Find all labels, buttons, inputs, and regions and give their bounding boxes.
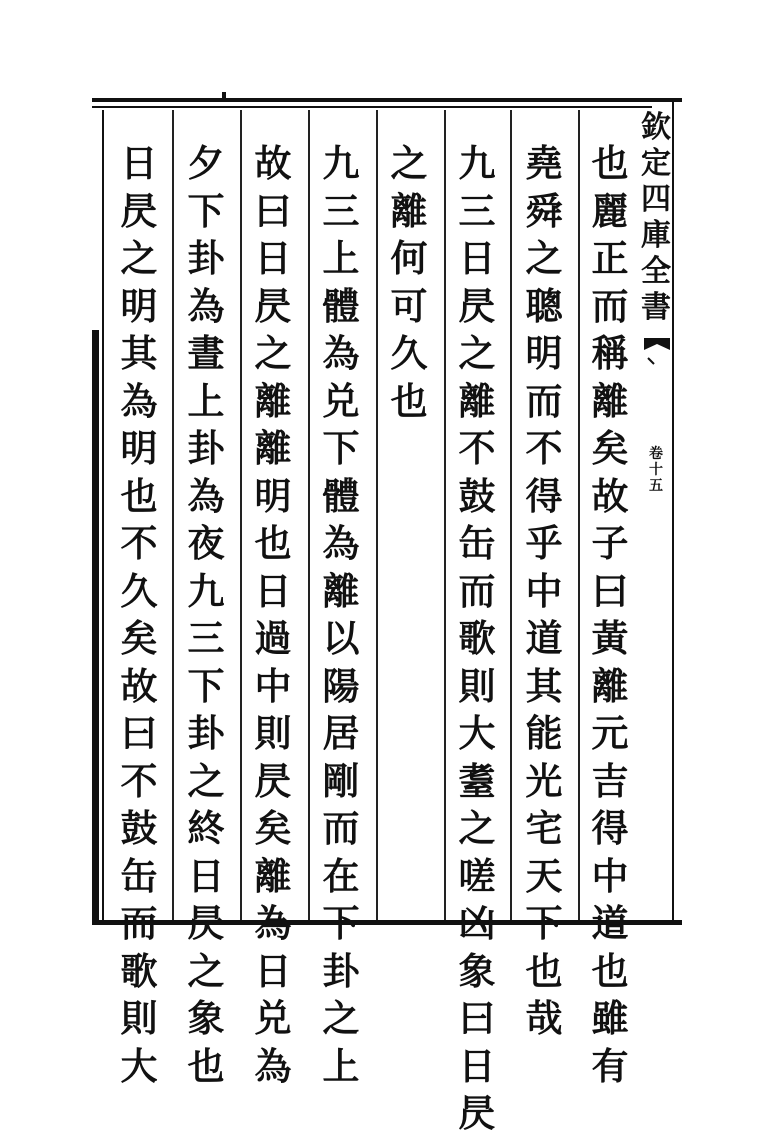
character: 子 — [591, 521, 629, 565]
character: 昃 — [458, 1091, 496, 1135]
character: 離 — [390, 188, 428, 233]
character: 久 — [120, 568, 158, 613]
character: 日 — [254, 236, 292, 280]
frame-left-inner-border — [102, 110, 104, 922]
character: 離 — [254, 853, 292, 898]
character: 在 — [322, 853, 360, 898]
character: 居 — [322, 711, 360, 755]
character: 能 — [525, 711, 563, 755]
character: 下 — [187, 663, 225, 708]
character: 道 — [591, 901, 629, 945]
character: 過 — [254, 616, 292, 660]
character: 下 — [322, 426, 360, 470]
character: 乎 — [525, 521, 563, 565]
character: 三 — [187, 616, 225, 660]
character: 下 — [322, 901, 360, 945]
text-column-5 — [314, 140, 368, 1090]
character: 天 — [525, 853, 563, 898]
character: 體 — [322, 473, 360, 518]
character: 為 — [187, 473, 225, 518]
character: 昃 — [187, 901, 225, 945]
character: 離 — [458, 378, 496, 423]
text-column-7 — [179, 140, 233, 1090]
character: 以 — [322, 616, 360, 660]
character: 歌 — [120, 948, 158, 993]
character: 故 — [254, 141, 292, 185]
character: 矣 — [591, 426, 629, 470]
character: 上 — [187, 378, 225, 423]
character: 象 — [187, 996, 225, 1040]
character: 為 — [254, 1043, 292, 1088]
character: 之 — [120, 236, 158, 280]
text-column-3 — [450, 140, 504, 1138]
character: 兑 — [322, 378, 360, 423]
character: 兑 — [254, 996, 292, 1040]
character: 之 — [187, 948, 225, 993]
character: 終 — [187, 806, 225, 850]
character: 定 — [641, 146, 671, 181]
character: 其 — [525, 663, 563, 708]
character: 昃 — [120, 188, 158, 233]
character: 道 — [525, 616, 563, 660]
character: 晝 — [187, 331, 225, 375]
character: 之 — [458, 331, 496, 375]
character: 全 — [641, 254, 671, 289]
character: 哉 — [525, 996, 563, 1040]
character: 而 — [322, 806, 360, 850]
text-column-1 — [583, 140, 637, 1090]
character: 卦 — [322, 948, 360, 993]
character: 昃 — [254, 283, 292, 328]
character: 之 — [322, 996, 360, 1040]
character: 大 — [458, 711, 496, 755]
character: 之 — [390, 141, 428, 185]
character: 九 — [458, 141, 496, 185]
character: 曰 — [458, 996, 496, 1040]
character: 元 — [591, 711, 629, 755]
character: 夕 — [187, 141, 225, 185]
character: 書 — [641, 290, 671, 325]
character: 為 — [322, 521, 360, 565]
character: 稱 — [591, 331, 629, 375]
character: 五 — [649, 478, 663, 494]
character: 聰 — [525, 283, 563, 328]
frame-left-border — [92, 330, 99, 925]
character: 昃 — [458, 283, 496, 328]
character: 不 — [120, 521, 158, 565]
character: 離 — [254, 426, 292, 470]
margin-title — [640, 110, 672, 326]
character: 不 — [525, 426, 563, 470]
character: 明 — [120, 426, 158, 470]
character: 日 — [458, 1043, 496, 1088]
character: 之 — [525, 236, 563, 280]
character: 日 — [187, 853, 225, 898]
character: 曰 — [254, 188, 292, 233]
character: 中 — [254, 663, 292, 708]
text-column-6 — [246, 140, 300, 1090]
character: 之 — [458, 806, 496, 850]
character: 上 — [322, 236, 360, 280]
character: 象 — [458, 948, 496, 993]
column-divider — [444, 110, 446, 920]
character: 則 — [254, 711, 292, 755]
character: 離 — [254, 378, 292, 423]
character: 堯 — [525, 141, 563, 185]
character: 舜 — [525, 188, 563, 233]
character: 而 — [591, 283, 629, 328]
character: 正 — [591, 236, 629, 280]
column-divider — [578, 110, 580, 920]
character: 黃 — [591, 616, 629, 660]
character: 明 — [254, 473, 292, 518]
character: 體 — [322, 283, 360, 328]
juan-label — [646, 446, 666, 494]
character: 為 — [120, 378, 158, 423]
character: 曰 — [591, 568, 629, 613]
character: 明 — [525, 331, 563, 375]
character: 也 — [187, 1043, 225, 1088]
fish-tail-icon — [642, 336, 672, 366]
character: 陽 — [322, 663, 360, 708]
character: 麗 — [591, 188, 629, 233]
character: 則 — [458, 663, 496, 708]
character: 為 — [322, 331, 360, 375]
frame-top-inner-border — [92, 106, 652, 108]
character: 三 — [322, 188, 360, 233]
character: 可 — [390, 283, 428, 328]
character: 久 — [390, 331, 428, 375]
character: 嗟 — [458, 853, 496, 898]
character: 離 — [322, 568, 360, 613]
character: 矣 — [120, 616, 158, 660]
character: 九 — [187, 568, 225, 613]
character: 不 — [120, 758, 158, 803]
character: 也 — [591, 948, 629, 993]
character: 宅 — [525, 806, 563, 850]
character: 得 — [525, 473, 563, 518]
character: 為 — [187, 283, 225, 328]
text-column-4 — [382, 140, 436, 425]
character: 而 — [120, 901, 158, 945]
character: 故 — [120, 663, 158, 708]
character: 下 — [187, 188, 225, 233]
character: 中 — [591, 853, 629, 898]
character: 剛 — [322, 758, 360, 803]
column-divider — [376, 110, 378, 920]
character: 離 — [591, 378, 629, 423]
character: 也 — [120, 473, 158, 518]
character: 日 — [458, 236, 496, 280]
character: 欽 — [641, 110, 671, 145]
character: 日 — [254, 568, 292, 613]
column-divider — [240, 110, 242, 920]
character: 日 — [120, 141, 158, 185]
character: 九 — [322, 141, 360, 185]
character: 不 — [458, 426, 496, 470]
character: 凶 — [458, 901, 496, 945]
character: 中 — [525, 568, 563, 613]
character: 離 — [591, 663, 629, 708]
character: 缶 — [120, 853, 158, 898]
character: 卦 — [187, 711, 225, 755]
character: 明 — [120, 283, 158, 328]
character: 也 — [591, 141, 629, 185]
character: 卦 — [187, 236, 225, 280]
character: 大 — [120, 1043, 158, 1088]
character: 吉 — [591, 758, 629, 803]
character: 耋 — [458, 758, 496, 803]
character: 其 — [120, 331, 158, 375]
character: 也 — [254, 521, 292, 565]
column-divider — [172, 110, 174, 920]
character: 為 — [254, 901, 292, 945]
character: 上 — [322, 1043, 360, 1088]
character: 何 — [390, 236, 428, 280]
character: 四 — [641, 182, 671, 217]
character: 雖 — [591, 996, 629, 1040]
frame-top-border — [92, 98, 682, 102]
character: 之 — [187, 758, 225, 803]
character: 也 — [525, 948, 563, 993]
character: 缶 — [458, 521, 496, 565]
character: 三 — [458, 188, 496, 233]
text-column-2 — [517, 140, 571, 1043]
character: 鼓 — [120, 806, 158, 850]
character: 之 — [254, 331, 292, 375]
character: 十 — [649, 462, 663, 478]
character: 而 — [458, 568, 496, 613]
character: 日 — [254, 948, 292, 993]
character: 矣 — [254, 806, 292, 850]
character: 則 — [120, 996, 158, 1040]
character: 夜 — [187, 521, 225, 565]
character: 卷 — [649, 446, 663, 462]
character: 得 — [591, 806, 629, 850]
character: 曰 — [120, 711, 158, 755]
character: 而 — [525, 378, 563, 423]
column-divider — [510, 110, 512, 920]
character: 昃 — [254, 758, 292, 803]
character: 也 — [390, 378, 428, 423]
character: 下 — [525, 901, 563, 945]
character: 鼓 — [458, 473, 496, 518]
tick-mark — [222, 92, 226, 102]
character: 歌 — [458, 616, 496, 660]
character: 光 — [525, 758, 563, 803]
frame-right-border — [672, 100, 674, 923]
character: 有 — [591, 1043, 629, 1088]
text-column-8 — [112, 140, 166, 1090]
character: 庫 — [641, 218, 671, 253]
character: 卦 — [187, 426, 225, 470]
column-divider — [308, 110, 310, 920]
character: 故 — [591, 473, 629, 518]
